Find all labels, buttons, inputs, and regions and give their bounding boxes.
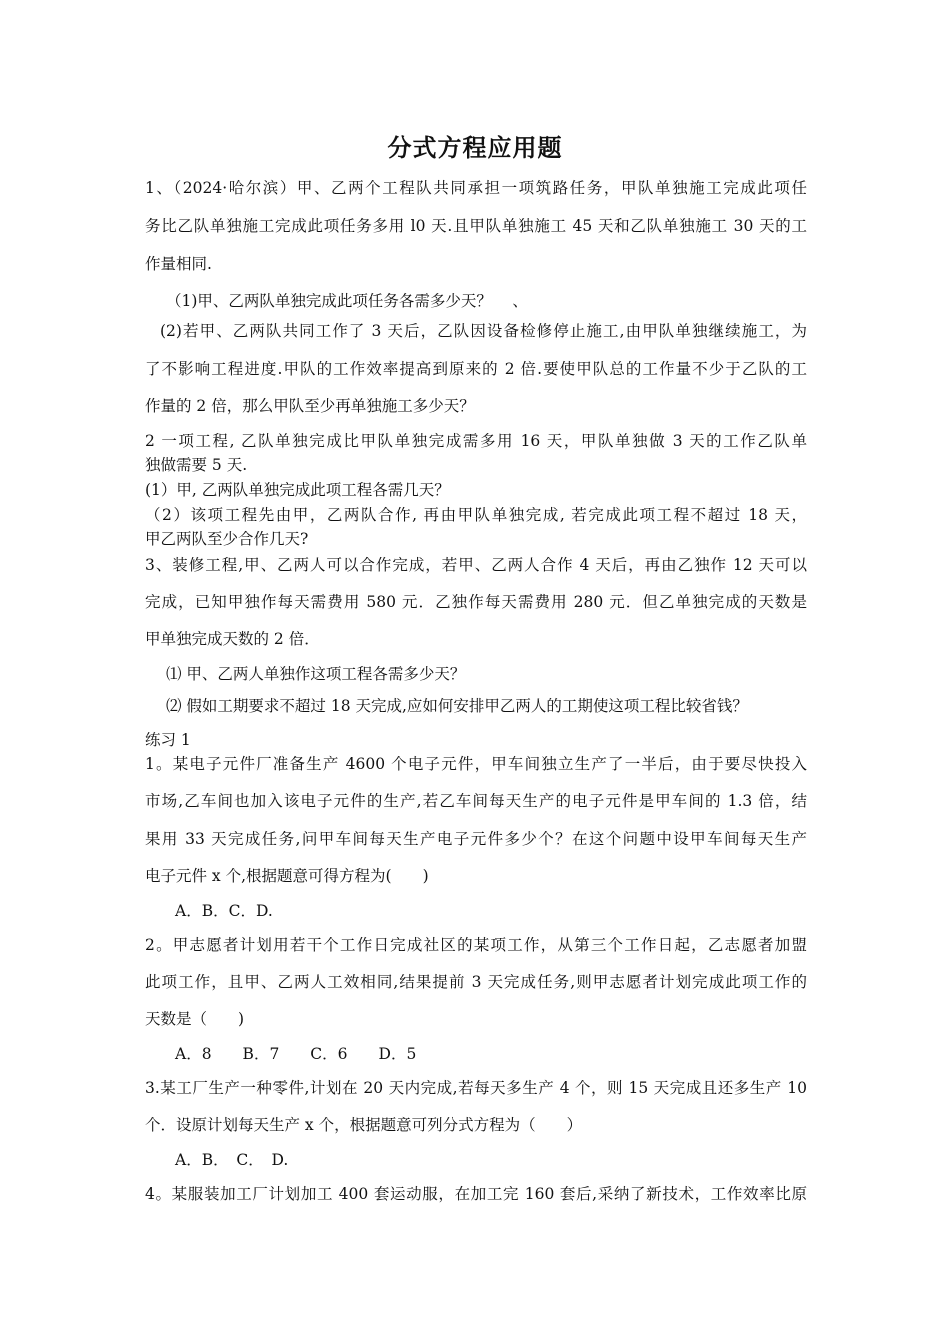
ex3-line-1: 3.某工厂生产一种零件,计划在 20 天内完成,若每天多生产 4 个，则 15 天完成且还多生产 10 — [145, 1079, 807, 1097]
q2-part1: (1）甲, 乙两队单独完成此项工程各需几天？ — [145, 481, 450, 499]
q3-line-2: 完成，已知甲独作每天需费用 580 元．乙独作每天需费用 280 元．但乙单独完成的天数是 — [145, 593, 807, 611]
ex2-options: A．8 B．7 C．6 D．5 — [175, 1045, 417, 1063]
q2-line-1: 2 一项工程, 乙队单独完成比甲队单独完成需多用 16 天，甲队单独做 3 天的工作乙队单 — [145, 432, 807, 450]
ex2-line-3: 天数是（ ) — [145, 1010, 245, 1028]
q1-part2-line-3: 作量的 2 倍，那么甲队至少再单独施工多少天？ — [145, 397, 475, 415]
ex1-line-3: 果用 33 天完成任务,问甲车间每天生产电子元件多少个？在这个问题中设甲车间每天生产 — [145, 830, 807, 848]
q3-line-1: 3、装修工程,甲、乙两人可以合作完成，若甲、乙两人合作 4 天后，再由乙独作 12 天可以 — [145, 556, 807, 574]
ex1-line-4: 电子元件 x 个,根据题意可得方程为( ) — [145, 867, 429, 885]
ex3-line-2: 个．设原计划每天生产 x 个，根据题意可列分式方程为（ ） — [145, 1116, 583, 1134]
ex3-options: A．B． C． D. — [175, 1151, 289, 1169]
exercise-heading: 练习 1 — [145, 731, 191, 749]
ex2-line-1: 2。甲志愿者计划用若干个工作日完成社区的某项工作，从第三个工作日起，乙志愿者加盟 — [145, 936, 807, 954]
q1-line-1: 1、（2024·哈尔滨）甲、乙两个工程队共同承担一项筑路任务，甲队单独施工完成此项任 — [145, 179, 807, 197]
q2-line-2: 独做需要 5 天. — [145, 456, 248, 474]
q3-part1: ⑴ 甲、乙两人单独作这项工程各需多少天？ — [166, 665, 466, 683]
q1-line-3: 作量相同. — [145, 255, 212, 273]
q1-part2-line-2: 了不影响工程进度.甲队的工作效率提高到原来的 2 倍.要使甲队总的工作量不少于乙队的工 — [145, 360, 807, 378]
ex1-options: A．B．C．D. — [175, 902, 273, 920]
ex2-line-2: 此项工作，且甲、乙两人工效相同,结果提前 3 天完成任务,则甲志愿者计划完成此项工作的 — [145, 973, 807, 991]
ex1-line-1: 1。某电子元件厂准备生产 4600 个电子元件，甲车间独立生产了一半后，由于要尽快投入 — [145, 755, 807, 773]
q1-line-2: 务比乙队单独施工完成此项任务多用 l0 天.且甲队单独施工 45 天和乙队单独施工 30 天的工 — [145, 217, 807, 235]
q3-part2: ⑵ 假如工期要求不超过 18 天完成,应如何安排甲乙两人的工期使这项工程比较省钱？ — [166, 697, 748, 715]
q1-part1: （1)甲、乙两队单独完成此项任务各需多少天？ 、 — [166, 292, 528, 310]
ex1-line-2: 市场,乙车间也加入该电子元件的生产,若乙车间每天生产的电子元件是甲车间的 1.3 倍，结 — [145, 792, 807, 810]
q2-part2-line-1: （2）该项工程先由甲，乙两队合作, 再由甲队单独完成, 若完成此项工程不超过 18 天， — [145, 506, 807, 524]
q3-line-3: 甲单独完成天数的 2 倍． — [145, 630, 320, 648]
page-title: 分式方程应用题 — [387, 134, 563, 162]
ex4-line-1: 4。某服装加工厂计划加工 400 套运动服，在加工完 160 套后,采纳了新技术，工作效率比原 — [145, 1185, 807, 1203]
q2-part2-line-2: 甲乙两队至少合作几天? — [145, 530, 309, 548]
q1-part2-line-1: (2)若甲、乙两队共同工作了 3 天后，乙队因设备检修停止施工,由甲队单独继续施工，为 — [160, 322, 807, 340]
